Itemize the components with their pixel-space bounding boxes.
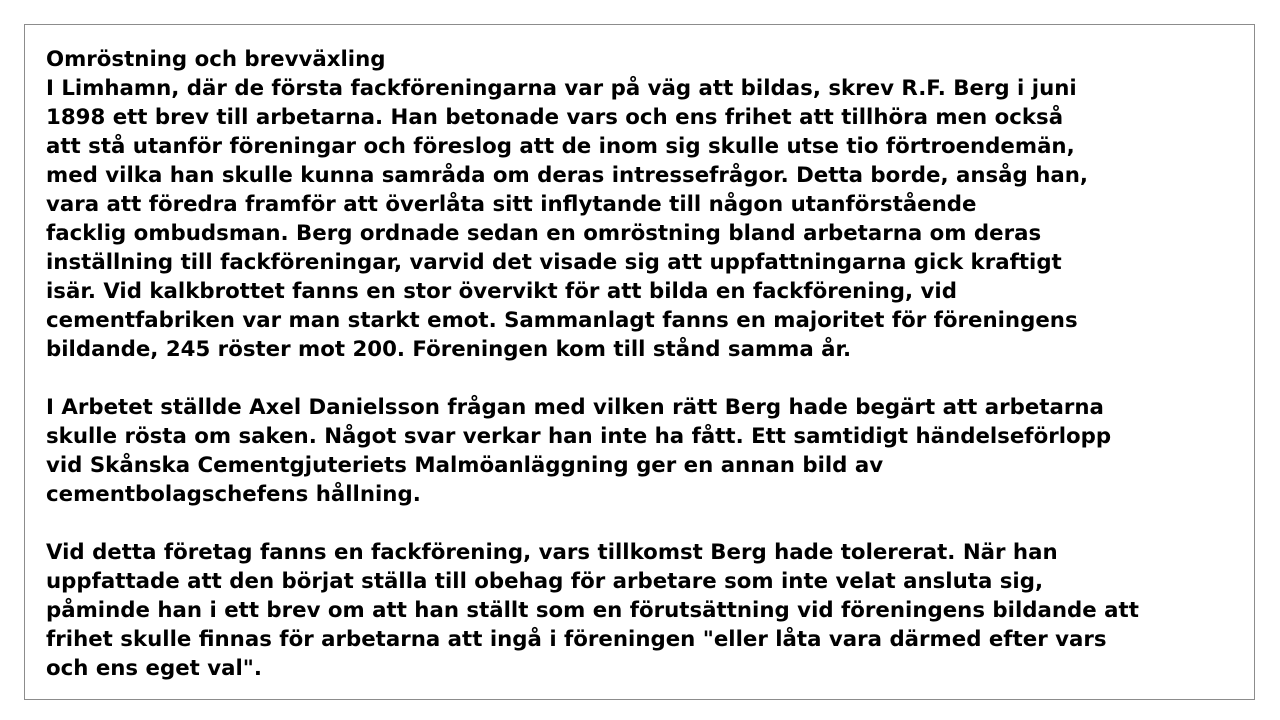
paragraph-line: frihet skulle finnas för arbetarna att ingå i föreningen "eller låta vara därmed efter vars [46, 627, 1107, 652]
document-title: Omröstning och brevväxling [46, 47, 386, 72]
paragraph-spacer [46, 364, 1246, 393]
paragraph-line: inställning till fackföreningar, varvid det visade sig att uppfattningarna gick kraftigt [46, 250, 1062, 275]
paragraph-line: vara att föredra framför att överlåta sitt inflytande till någon utanförstående [46, 192, 977, 217]
paragraph-line: I Arbetet ställde Axel Danielsson frågan med vilken rätt Berg hade begärt att arbetarna [46, 395, 1104, 420]
paragraph-line: vid Skånska Cementgjuteriets Malmöanläggning ger en annan bild av [46, 453, 884, 478]
paragraph-line: isär. Vid kalkbrottet fanns en stor övervikt för att bilda en fackförening, vid [46, 279, 957, 304]
paragraph-line: cementbolagschefens hållning. [46, 482, 421, 507]
paragraph-line: cementfabriken var man starkt emot. Sammanlagt fanns en majoritet för föreningens [46, 308, 1078, 333]
paragraph-line: bildande, 245 röster mot 200. Föreningen kom till stånd samma år. [46, 337, 852, 362]
paragraph-3 [46, 538, 1246, 683]
paragraph-spacer [46, 509, 1246, 538]
paragraph-line: skulle rösta om saken. Något svar verkar han inte ha fått. Ett samtidigt händelseförlopp [46, 424, 1112, 449]
paragraph-1 [46, 74, 1246, 364]
paragraph-line: och ens eget val". [46, 656, 262, 681]
document-body [46, 45, 1246, 683]
paragraph-line: I Limhamn, där de första fackföreningarna var på väg att bildas, skrev R.F. Berg i juni [46, 76, 1077, 101]
paragraph-line: facklig ombudsman. Berg ordnade sedan en omröstning bland arbetarna om deras [46, 221, 1042, 246]
paragraph-line: påminde han i ett brev om att han ställt som en förutsättning vid föreningens bildande att [46, 598, 1139, 623]
paragraph-line: med vilka han skulle kunna samråda om deras intressefrågor. Detta borde, ansåg han, [46, 163, 1088, 188]
paragraph-line: Vid detta företag fanns en fackförening, vars tillkomst Berg hade tolererat. När han [46, 540, 1058, 565]
paragraph-line: 1898 ett brev till arbetarna. Han betonade vars och ens frihet att tillhöra men också [46, 105, 1064, 130]
paragraph-line: uppfattade att den börjat ställa till obehag för arbetare som inte velat ansluta sig, [46, 569, 1044, 594]
paragraph-2 [46, 393, 1246, 509]
paragraph-line: att stå utanför föreningar och föreslog att de inom sig skulle utse tio förtroendemän, [46, 134, 1075, 159]
